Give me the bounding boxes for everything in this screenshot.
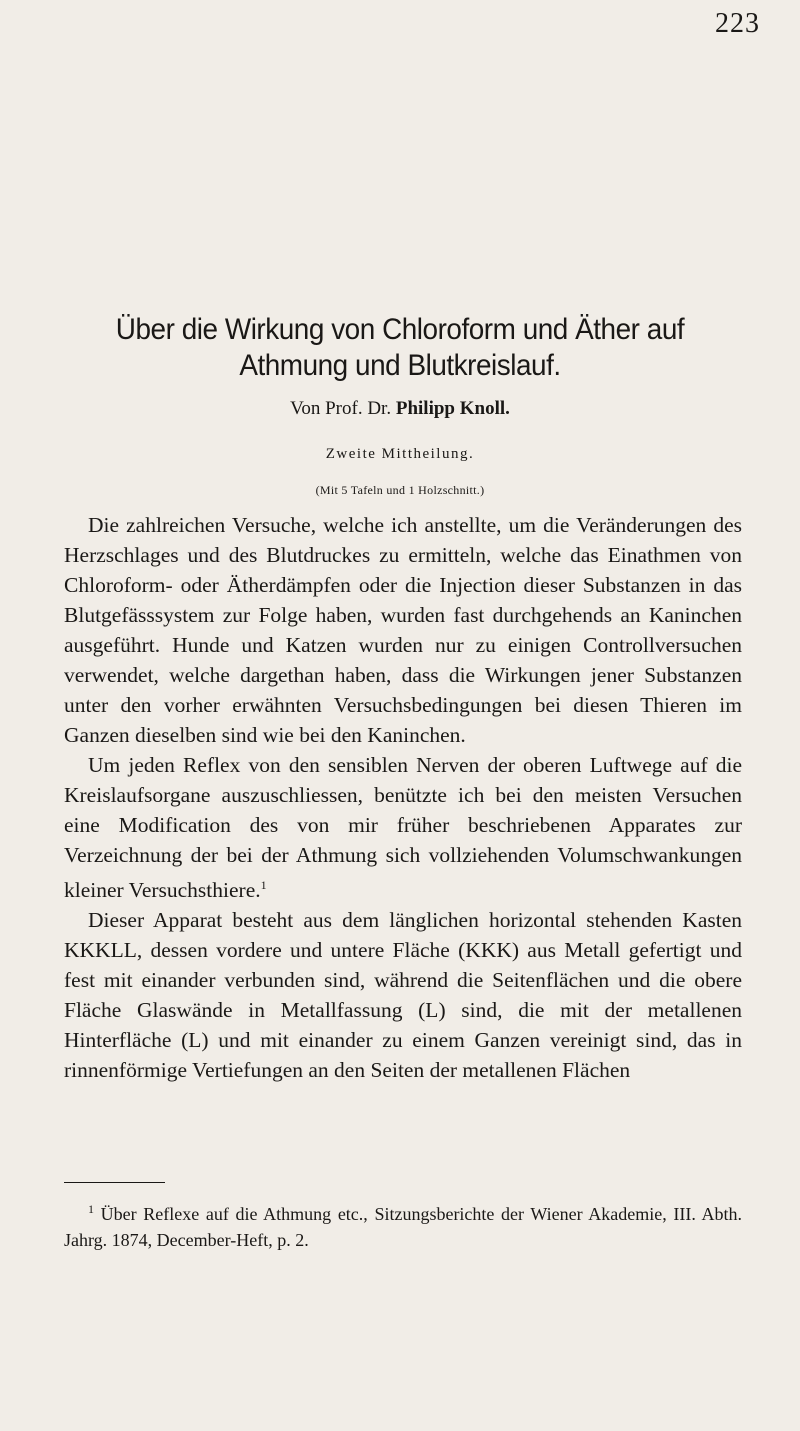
author-line: [0, 398, 800, 420]
footnote-text: Über Reflexe auf die Athmung etc., Sitzungsberichte der Wiener Akademie, III. Abth. Jahrg. 1874, December-Heft, p. 2.: [64, 1204, 743, 1250]
article-title: Über die Wirkung von Chloroform und Äther auf Athmung und Blutkreislauf.: [115, 313, 685, 382]
paragraph-2-text: Um jeden Reflex von den sensiblen Nerven der oberen Luftwege auf die Kreislaufsorgane auszuschliessen, benützte ich bei den meisten Versuchen eine Modification des von mir früher beschriebenen Apparates zur Verzeichnung der bei der Athmung sich vollziehenden Volumschwankungen kleiner Versuchsthiere.: [64, 753, 742, 903]
page-number: 223: [715, 8, 760, 39]
subtitle: Zweite Mittheilung.: [325, 446, 475, 462]
paragraph-1: Die zahlreichen Versuche, welche ich anstellte, um die Veränderungen des Herzschlages und des Blutdruckes zu ermitteln, welche das Einathmen von Chloroform- oder Ätherdämpfen oder die Injection dieser Substanzen in das Blutgefässsystem zur Folge haben, wurden fast durchgehends an Kaninchen ausgeführt. Hunde und Katzen wurden nur zu einigen Controllversuchen verwendet, welche dargethan haben, dass die Wirkungen jener Substanzen unter den vorher erwähnten Versuchsbedingungen bei diesen Thieren im Ganzen dieselben sind wie bei den Kaninchen.: [64, 513, 742, 747]
footnote-reference: 1: [260, 878, 267, 892]
author-prefix: Von Prof. Dr.: [290, 398, 396, 419]
plates-note: (Mit 5 Tafeln und 1 Holzschnitt.): [315, 483, 485, 497]
paragraph-2: [64, 750, 742, 905]
footnote-marker: 1: [88, 1202, 94, 1216]
footnote-divider: [64, 1182, 165, 1183]
author-name: Philipp Knoll.: [395, 398, 510, 419]
footnote: [64, 1196, 742, 1253]
paragraph-3: Dieser Apparat besteht aus dem länglichen horizontal stehenden Kasten KKKLL, dessen vordere und untere Fläche (KKK) aus Metall gefertigt und fest mit einander verbunden sind, während die Seitenflächen und die obere Fläche Glaswände in Metallfassung (L) sind, die mit der metallenen Hinterfläche (L) und mit einander zu einem Ganzen vereinigt sind, das in rinnenförmige Vertiefungen an den Seiten der metallenen Flächen: [64, 908, 742, 1083]
body-text: [64, 510, 742, 1085]
